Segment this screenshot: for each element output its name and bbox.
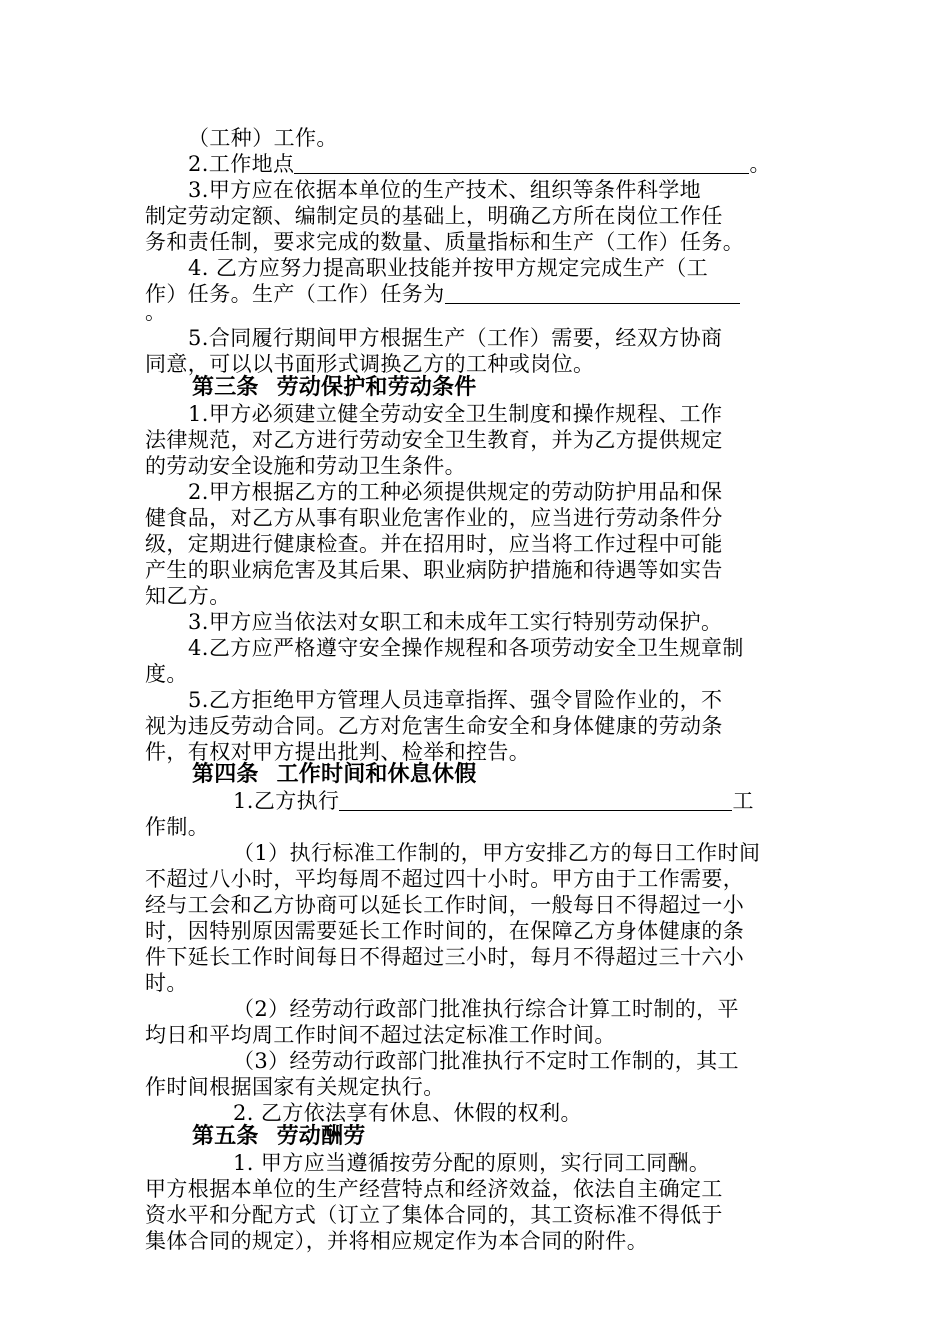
text-line: 2.甲方根据乙方的工种必须提供规定的劳动防护用品和保 [188,480,723,504]
text-line: （2）经劳动行政部门批准执行综合计算工时制的，平 [233,997,739,1021]
text-period: 。 [749,152,771,176]
article-number: 第五条 [192,1124,259,1149]
text-line: 甲方根据本单位的生产经营特点和经济效益，依法自主确定工 [145,1177,723,1201]
text-line: 务和责任制，要求完成的数量、质量指标和生产（工作）任务。 [145,230,745,254]
work-system-blank[interactable] [339,788,732,811]
text-line: 5.乙方拒绝甲方管理人员违章指挥、强令冒险作业的，不 [188,688,723,712]
text-line: （3）经劳动行政部门批准执行不定时工作制的，其工 [233,1049,739,1073]
text-line: 法律规范，对乙方进行劳动安全卫生教育，并为乙方提供规定 [145,428,723,452]
text-line: 资水平和分配方式（订立了集体合同的，其工资标准不得低于 [145,1203,723,1227]
text-line: 不超过八小时，平均每周不超过四十小时。甲方由于工作需要， [145,867,745,891]
task-line [145,281,740,307]
work-location-blank[interactable] [294,151,749,174]
text-line: 1. 甲方应当遵循按劳分配的原则，实行同工同酬。 [233,1151,711,1175]
article-3-heading [192,375,476,401]
article-4-heading [192,762,476,788]
text-line: 时。 [145,971,188,995]
work-system-line [233,788,754,814]
work-location-line [188,151,771,177]
text-line: 产生的职业病危害及其后果、职业病防护措施和待遇等如实告 [145,558,723,582]
text-line: 同意，可以以书面形式调换乙方的工种或岗位。 [145,352,595,376]
text-line: 知乙方。 [145,584,231,608]
text-line: 作制。 [145,815,210,839]
text-line: 2. 乙方依法享有休息、休假的权利。 [233,1101,582,1125]
text-line: 健食品，对乙方从事有职业危害作业的，应当进行劳动条件分 [145,506,723,530]
text-line: 的劳动安全设施和劳动卫生条件。 [145,454,466,478]
text-line: 1.甲方必须建立健全劳动安全卫生制度和操作规程、工作 [188,402,723,426]
text-line: 时，因特别原因需要延长工作时间的，在保障乙方身体健康的条 [145,919,745,943]
task-blank[interactable] [445,281,740,304]
work-location-label: 2.工作地点 [188,152,295,176]
text-line: 4.乙方应严格遵守安全操作规程和各项劳动安全卫生规章制 [188,636,744,660]
text-line: 经与工会和乙方协商可以延长工作时间，一般每日不得超过一小 [145,893,745,917]
text-line: （1）执行标准工作制的，甲方安排乙方的每日工作时间 [233,841,761,865]
text-line: 度。 [145,662,188,686]
text-line: 级，定期进行健康检查。并在招用时，应当将工作过程中可能 [145,532,723,556]
text-line: 视为违反劳动合同。乙方对危害生命安全和身体健康的劳动条 [145,714,723,738]
text-line: 件下延长工作时间每日不得超过三小时，每月不得超过三十六小 [145,945,745,969]
text-line: 。 [145,300,167,324]
text-fragment: 工 [732,789,754,813]
article-title: 劳动保护和劳动条件 [276,375,477,400]
article-title: 工作时间和休息休假 [276,762,477,787]
work-system-label: 1.乙方执行 [233,789,340,813]
article-5-heading [192,1124,365,1150]
text-line: 4. 乙方应努力提高职业技能并按甲方规定完成生产（工 [188,256,709,280]
article-number: 第三条 [192,375,259,400]
task-label: 作）任务。生产（工作）任务为 [145,282,445,306]
text-line: 集体合同的规定），并将相应规定作为本合同的附件。 [145,1229,649,1253]
text-line: 3.甲方应当依法对女职工和未成年工实行特别劳动保护。 [188,610,723,634]
text-line: 5.合同履行期间甲方根据生产（工作）需要，经双方协商 [188,326,723,350]
text-line: 件，有权对甲方提出批判、检举和控告。 [145,740,531,764]
text-line: （工种）工作。 [188,126,338,150]
text-line: 均日和平均周工作时间不超过法定标准工作时间。 [145,1023,616,1047]
text-line: 制定劳动定额、编制定员的基础上，明确乙方所在岗位工作任 [145,204,723,228]
text-line: 作时间根据国家有关规定执行。 [145,1075,445,1099]
text-line: 3.甲方应在依据本单位的生产技术、组织等条件科学地 [188,178,702,202]
article-number: 第四条 [192,762,259,787]
article-title: 劳动酬劳 [276,1124,366,1149]
